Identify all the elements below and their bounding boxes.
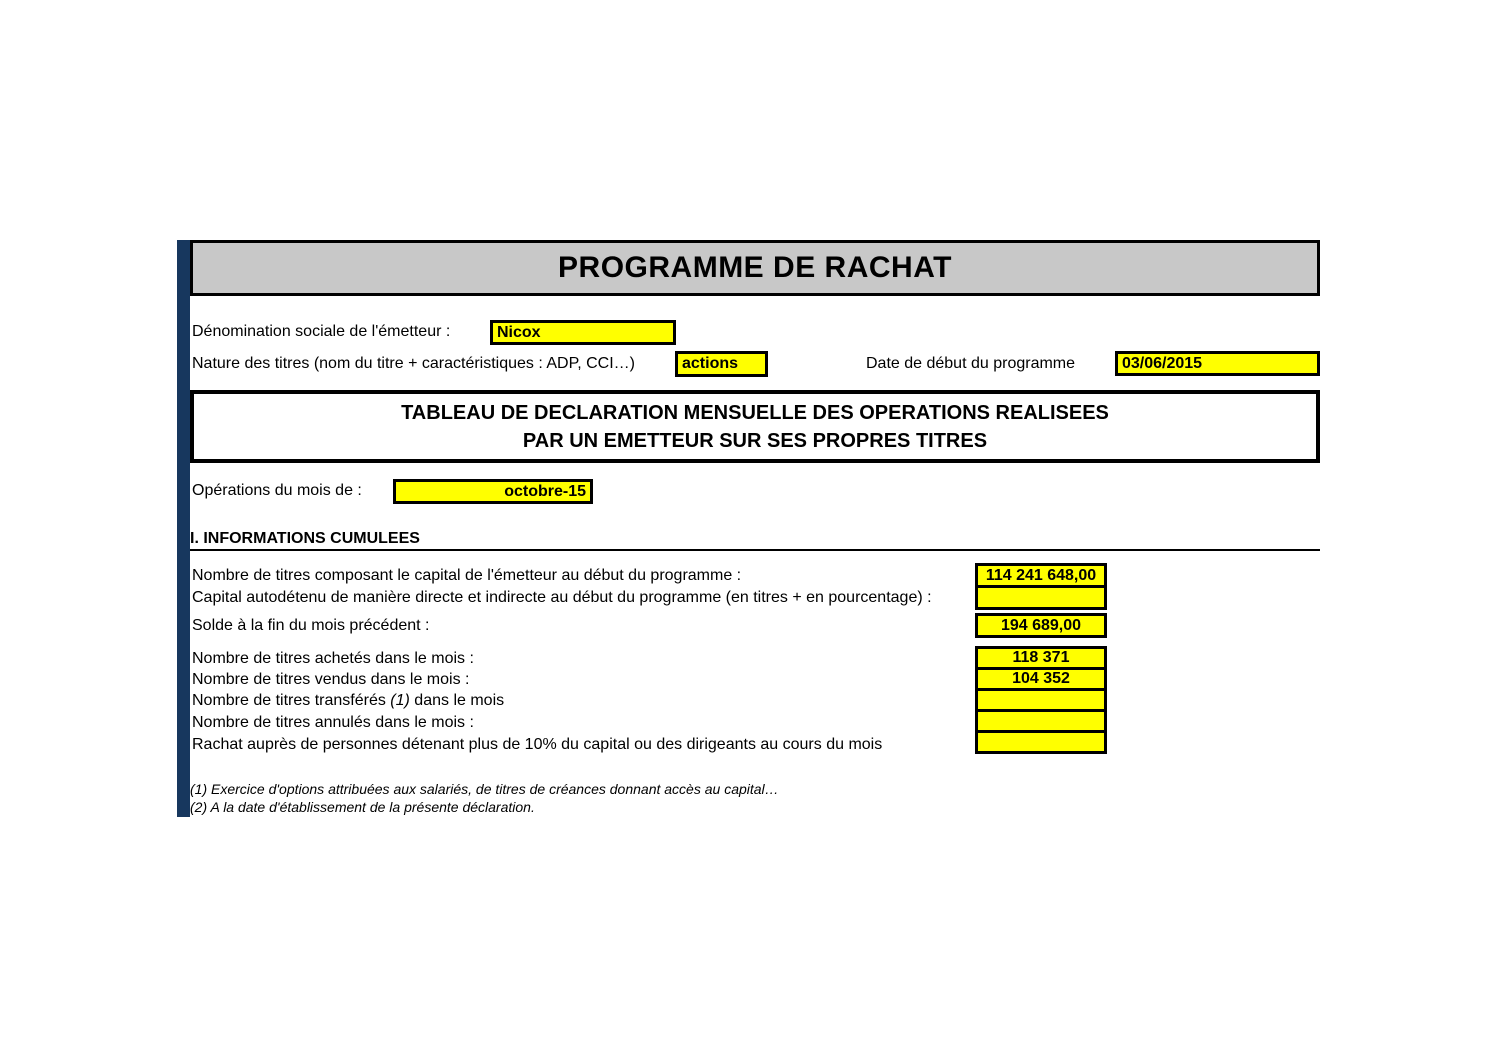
value-cell-solde-precedent[interactable]: 194 689,00 bbox=[1000, 616, 1082, 634]
denomination-field[interactable] bbox=[490, 320, 676, 345]
row-label-capital-initial: Nombre de titres composant le capital de l'émetteur au début du programme : bbox=[192, 567, 742, 584]
page-title-text: PROGRAMME DE RACHAT bbox=[558, 251, 952, 284]
value-cell-titres-transferes[interactable] bbox=[978, 688, 1104, 709]
row-label-rachat-dirigeants: Rachat auprès de personnes détenant plus de 10% du capital ou des dirigeants au cours du mois bbox=[192, 736, 883, 753]
nature-value: actions bbox=[682, 355, 739, 372]
value-cell-capital-initial[interactable]: 114 241 648,00 bbox=[985, 566, 1097, 584]
nature-field[interactable] bbox=[675, 351, 768, 377]
value-block-debut-programme bbox=[975, 563, 1107, 610]
footnote-2: (2) A la date d'établissement de la présente déclaration. bbox=[190, 799, 535, 815]
nature-label: Nature des titres (nom du titre + caractéristiques : ADP, CCI…) bbox=[192, 355, 635, 372]
footnote-1: (1) Exercice d'options attribuées aux salariés, de titres de créances donnant accès au capital… bbox=[190, 781, 779, 797]
row-label-solde-precedent: Solde à la fin du mois précédent : bbox=[192, 617, 430, 634]
page-title bbox=[190, 240, 1320, 296]
row-label-transferes-prefix: Nombre de titres transférés bbox=[192, 692, 391, 709]
row-label-titres-vendus: Nombre de titres vendus dans le mois : bbox=[192, 671, 470, 688]
month-field[interactable] bbox=[393, 479, 593, 504]
value-cell-capital-autodetenu[interactable] bbox=[978, 585, 1104, 607]
value-block-solde bbox=[975, 613, 1107, 638]
start-date-field[interactable] bbox=[1115, 351, 1320, 376]
value-cell-titres-annules[interactable] bbox=[978, 709, 1104, 730]
row-label-titres-annules: Nombre de titres annulés dans le mois : bbox=[192, 714, 474, 731]
row-label-capital-autodetenu: Capital autodétenu de manière directe et indirecte au début du programme (en titres + en pourcentage) : bbox=[192, 589, 932, 606]
month-value: octobre-15 bbox=[504, 482, 586, 500]
row-label-transferes-footref: (1) bbox=[390, 692, 410, 709]
value-cell-titres-vendus[interactable]: 104 352 bbox=[978, 667, 1104, 688]
value-block-mois bbox=[975, 646, 1107, 754]
denomination-label: Dénomination sociale de l'émetteur : bbox=[192, 323, 451, 340]
row-label-transferes-suffix: dans le mois bbox=[409, 692, 505, 709]
row-label-titres-transferes bbox=[192, 692, 504, 710]
left-accent-bar bbox=[177, 240, 190, 817]
declaration-line2: PAR UN EMETTEUR SUR SES PROPRES TITRES bbox=[522, 429, 988, 452]
declaration-title-box bbox=[190, 390, 1320, 463]
value-cell-rachat-dirigeants[interactable] bbox=[978, 730, 1104, 751]
start-date-label: Date de début du programme bbox=[866, 355, 1076, 372]
section1-divider bbox=[190, 549, 1320, 551]
month-label: Opérations du mois de : bbox=[192, 482, 362, 499]
denomination-value: Nicox bbox=[497, 323, 541, 341]
row-label-titres-achetes: Nombre de titres achetés dans le mois : bbox=[192, 650, 474, 667]
declaration-line1: TABLEAU DE DECLARATION MENSUELLE DES OPERATIONS REALISEES bbox=[401, 401, 1109, 424]
section1-heading: I. INFORMATIONS CUMULEES bbox=[190, 530, 420, 547]
start-date-value: 03/06/2015 bbox=[1122, 354, 1203, 372]
value-cell-titres-achetes[interactable]: 118 371 bbox=[1012, 649, 1070, 666]
